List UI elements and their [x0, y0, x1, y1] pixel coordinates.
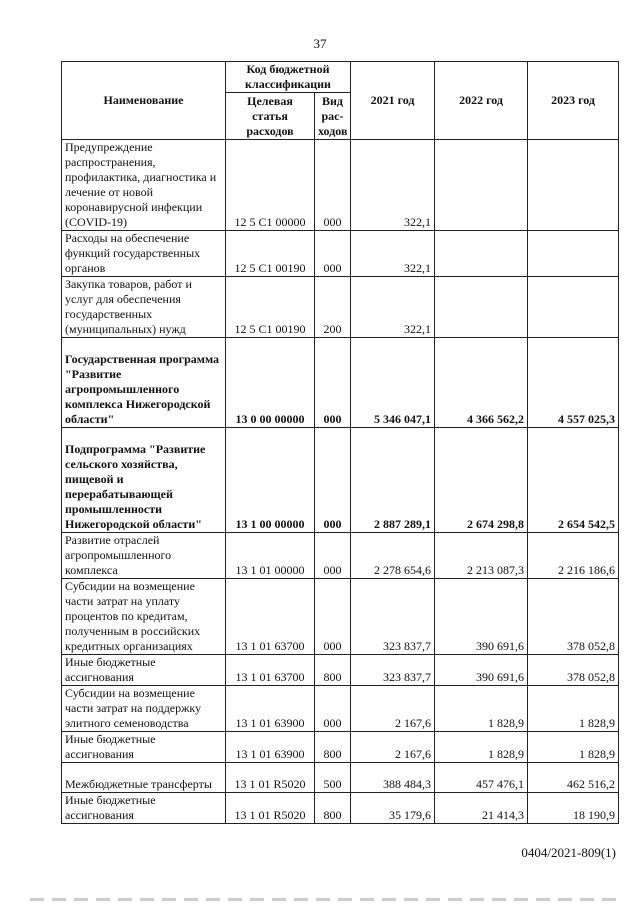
table-row: [62, 277, 619, 338]
row-2021-cell: 2 278 654,6: [351, 533, 435, 579]
row-name-cell: Субсидии на возмещение части затрат на поддержку элитного семеноводства: [62, 686, 226, 732]
col-header-2022: 2022 год: [435, 62, 528, 140]
row-2022-cell: 1 828,9: [435, 732, 528, 763]
row-code-cell: 12 5 С1 00190: [226, 231, 315, 277]
row-2023-cell: 378 052,8: [528, 655, 619, 686]
row-2023-cell: 378 052,8: [528, 579, 619, 655]
table-row: [62, 140, 619, 231]
table-row: [62, 763, 619, 793]
row-2022-cell: 1 828,9: [435, 686, 528, 732]
table-row: [62, 338, 619, 428]
row-2022-cell: [435, 277, 528, 338]
row-2023-cell: 2 654 542,5: [528, 428, 619, 533]
col-header-name: Наименование: [62, 62, 226, 140]
row-code-cell: 13 1 01 63900: [226, 686, 315, 732]
row-2021-cell: 35 179,6: [351, 793, 435, 824]
row-type-cell: 800: [315, 793, 351, 824]
row-2022-cell: 457 476,1: [435, 763, 528, 793]
row-2022-cell: 4 366 562,2: [435, 338, 528, 428]
page-number: 37: [313, 36, 327, 51]
row-code-cell: 13 1 01 63700: [226, 655, 315, 686]
row-name-cell: Межбюджетные трансферты: [62, 763, 226, 793]
row-type-cell: 000: [315, 231, 351, 277]
row-name-cell: Закупка товаров, работ и услуг для обеспечения государственных (муниципальных) нужд: [62, 277, 226, 338]
col-header-kbk: Код бюджетной классификации: [226, 62, 351, 93]
row-2022-cell: 390 691,6: [435, 579, 528, 655]
col-header-2023: 2023 год: [528, 62, 619, 140]
row-name-cell: Подпрограмма "Развитие сельского хозяйства, пищевой и перерабатывающей промышленности Нижегородской области": [62, 428, 226, 533]
row-type-cell: 000: [315, 686, 351, 732]
row-code-cell: 13 1 01 63700: [226, 579, 315, 655]
row-name-cell: Иные бюджетные ассигнования: [62, 793, 226, 824]
row-2022-cell: 2 674 298,8: [435, 428, 528, 533]
row-2022-cell: [435, 140, 528, 231]
row-2023-cell: [528, 140, 619, 231]
row-type-cell: 500: [315, 763, 351, 793]
row-2021-cell: 388 484,3: [351, 763, 435, 793]
budget-table: [61, 61, 619, 824]
row-2023-cell: [528, 231, 619, 277]
row-type-cell: 000: [315, 533, 351, 579]
row-name-cell: Иные бюджетные ассигнования: [62, 655, 226, 686]
row-2021-cell: 323 837,7: [351, 579, 435, 655]
scan-edge: [30, 898, 620, 901]
row-2023-cell: 1 828,9: [528, 686, 619, 732]
row-name-cell: Предупреждение распространения, профилактика, диагностика и лечение от новой коронавирусной инфекции (COVID-19): [62, 140, 226, 231]
row-2023-cell: 2 216 186,6: [528, 533, 619, 579]
row-2021-cell: 323 837,7: [351, 655, 435, 686]
row-code-cell: 13 1 01 63900: [226, 732, 315, 763]
col-header-target-article: Целевая статья расходов: [226, 93, 315, 140]
table-body: [62, 140, 619, 824]
row-2021-cell: 2 167,6: [351, 732, 435, 763]
row-code-cell: 12 5 С1 00190: [226, 277, 315, 338]
document-code: 0404/2021-809(1): [521, 845, 616, 860]
row-2023-cell: 4 557 025,3: [528, 338, 619, 428]
col-header-expense-type: Вид рас-ходов: [315, 93, 351, 140]
row-2022-cell: [435, 231, 528, 277]
row-type-cell: 000: [315, 428, 351, 533]
row-2021-cell: 322,1: [351, 277, 435, 338]
row-2021-cell: 2 887 289,1: [351, 428, 435, 533]
table-row: [62, 793, 619, 824]
table-row: [62, 686, 619, 732]
row-code-cell: 13 1 01 R5020: [226, 763, 315, 793]
row-2023-cell: 462 516,2: [528, 763, 619, 793]
row-2022-cell: 21 414,3: [435, 793, 528, 824]
table-row: [62, 579, 619, 655]
row-type-cell: 000: [315, 579, 351, 655]
row-name-cell: Субсидии на возмещение части затрат на уплату процентов по кредитам, полученным в российских кредитных организациях: [62, 579, 226, 655]
table-row: [62, 231, 619, 277]
row-2023-cell: 18 190,9: [528, 793, 619, 824]
row-code-cell: 13 1 01 00000: [226, 533, 315, 579]
row-name-cell: Развитие отраслей агропромышленного комплекса: [62, 533, 226, 579]
table-row: [62, 732, 619, 763]
row-2022-cell: 2 213 087,3: [435, 533, 528, 579]
table-row: [62, 655, 619, 686]
row-name-cell: Расходы на обеспечение функций государственных органов: [62, 231, 226, 277]
row-name-cell: Государственная программа "Развитие агропромышленного комплекса Нижегородской области": [62, 338, 226, 428]
row-type-cell: 800: [315, 732, 351, 763]
row-2023-cell: 1 828,9: [528, 732, 619, 763]
row-2021-cell: 2 167,6: [351, 686, 435, 732]
table-row: [62, 428, 619, 533]
row-2021-cell: 322,1: [351, 231, 435, 277]
row-code-cell: 12 5 С1 00000: [226, 140, 315, 231]
row-2021-cell: 5 346 047,1: [351, 338, 435, 428]
table-row: [62, 533, 619, 579]
row-code-cell: 13 1 00 00000: [226, 428, 315, 533]
row-type-cell: 200: [315, 277, 351, 338]
row-type-cell: 800: [315, 655, 351, 686]
row-type-cell: 000: [315, 140, 351, 231]
row-2023-cell: [528, 277, 619, 338]
row-name-cell: Иные бюджетные ассигнования: [62, 732, 226, 763]
col-header-2021: 2021 год: [351, 62, 435, 140]
row-code-cell: 13 1 01 R5020: [226, 793, 315, 824]
row-type-cell: 000: [315, 338, 351, 428]
row-code-cell: 13 0 00 00000: [226, 338, 315, 428]
row-2021-cell: 322,1: [351, 140, 435, 231]
row-2022-cell: 390 691,6: [435, 655, 528, 686]
